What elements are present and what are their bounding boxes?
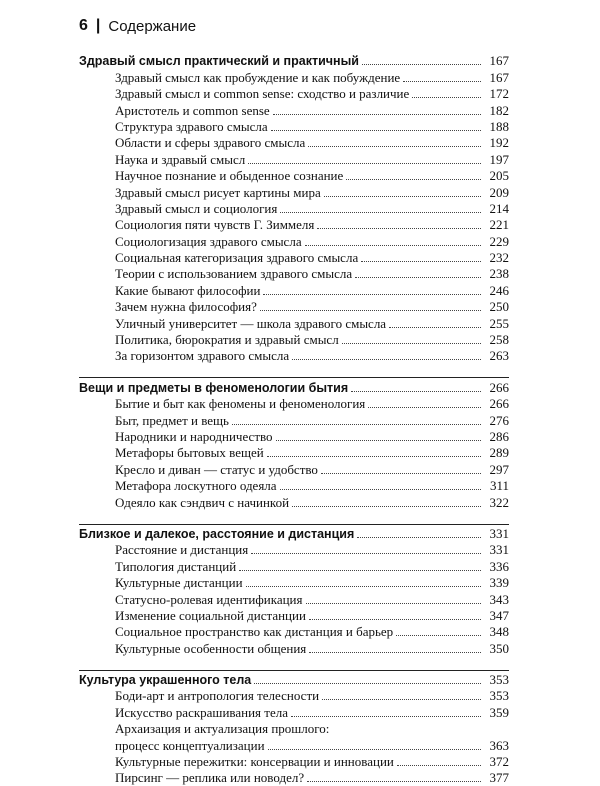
- toc-entry-page: 214: [489, 200, 509, 216]
- dot-leader: [403, 81, 481, 82]
- toc-entry-label: Структура здравого смысла: [115, 118, 268, 134]
- section-heading-page: 353: [489, 672, 509, 688]
- toc-entry: [79, 412, 509, 428]
- toc-section: [79, 377, 509, 510]
- toc-entry-page: 238: [489, 266, 509, 282]
- toc-entry: [79, 688, 509, 704]
- toc-entry-page: 289: [489, 445, 509, 461]
- toc-entry-label: Народники и народничество: [115, 428, 273, 444]
- toc-entry: [79, 233, 509, 249]
- section-heading-page: 331: [489, 525, 509, 541]
- dot-leader: [397, 765, 481, 766]
- toc-entry: [79, 184, 509, 200]
- toc-entry: [79, 754, 509, 770]
- toc-entry: [79, 168, 509, 184]
- toc-entry: [79, 151, 509, 167]
- toc-entry-label: Аристотель и common sense: [115, 102, 270, 118]
- toc-entry-page: 192: [489, 135, 509, 151]
- toc-entry-label: Метафоры бытовых вещей: [115, 445, 264, 461]
- dot-leader: [260, 310, 481, 311]
- dot-leader: [251, 553, 481, 554]
- toc-entry-label: Здравый смысл рисует картины мира: [115, 184, 321, 200]
- toc-entry: [79, 315, 509, 331]
- toc-entry-label: Бытие и быт как феномены и феноменология: [115, 396, 366, 412]
- toc-entry-page: 343: [489, 591, 509, 607]
- dot-leader: [246, 586, 481, 587]
- toc-entry-page: 229: [489, 233, 509, 249]
- section-heading-label: Близкое и далекое, расстояние и дистанция: [79, 526, 355, 541]
- toc-entry-label: Здравый смысл и common sense: сходство и различие: [115, 86, 410, 102]
- toc-entry: [79, 69, 509, 85]
- toc-entry: [79, 704, 509, 720]
- section-heading-label: Культура украшенного тела: [79, 673, 252, 688]
- toc-entry-label: Политика, бюрократия и здравый смысл: [115, 332, 339, 348]
- toc-entry-label: Искусство раскрашивания тела: [115, 704, 288, 720]
- toc-entry-label: Социология пяти чувств Г. Зиммеля: [115, 217, 315, 233]
- toc-entry-label: Боди-арт и антропология телесности: [115, 688, 320, 704]
- toc-entry: [79, 494, 509, 510]
- toc-entry-label: Быт, предмет и вещь: [115, 412, 229, 428]
- toc-entry-label: Культурные особенности общения: [115, 640, 307, 656]
- toc-entry: [79, 201, 509, 217]
- section-heading: [79, 379, 509, 395]
- dot-leader: [342, 343, 481, 344]
- toc-entry-page: 347: [489, 607, 509, 623]
- toc-entry-page: 339: [489, 575, 509, 591]
- toc-entry-page: 359: [489, 704, 509, 720]
- toc-entry-page: 205: [489, 168, 509, 184]
- dot-leader: [248, 163, 481, 164]
- table-of-contents: [79, 53, 509, 786]
- toc-section: [79, 524, 509, 657]
- section-heading-page: 167: [489, 53, 509, 69]
- toc-entry: [79, 575, 509, 591]
- dot-leader: [389, 327, 481, 328]
- toc-entry-label: Какие бывают философии: [115, 282, 261, 298]
- toc-entry: [79, 542, 509, 558]
- dot-leader: [276, 440, 481, 441]
- toc-entry-label: Наука и здравый смысл: [115, 151, 246, 167]
- toc-entry-page: 276: [489, 412, 509, 428]
- dot-leader: [309, 619, 481, 620]
- toc-section: [79, 670, 509, 786]
- dot-leader: [307, 781, 481, 782]
- dot-leader: [412, 97, 481, 98]
- dot-leader: [362, 64, 481, 65]
- header-title: Содержание: [108, 17, 197, 35]
- toc-entry: [79, 461, 509, 477]
- toc-entry: [79, 591, 509, 607]
- toc-entry-label: Социальная категоризация здравого смысла: [115, 250, 359, 266]
- toc-entry-label: Архаизация и актуализация прошлого:: [115, 721, 330, 737]
- toc-entry-page: 336: [489, 558, 509, 574]
- toc-entry-label: процесс концептуализации: [115, 737, 265, 753]
- dot-leader: [321, 473, 481, 474]
- toc-entry: [79, 396, 509, 412]
- toc-entry-label: Уличный университет — школа здравого смысла: [115, 315, 387, 331]
- toc-entry-label: Пирсинг — реплика или новодел?: [115, 770, 305, 786]
- toc-entry-page: 322: [489, 494, 509, 510]
- dot-leader: [268, 749, 481, 750]
- toc-entry-page: 331: [489, 542, 509, 558]
- toc-entry-page: 232: [489, 250, 509, 266]
- dot-leader: [324, 196, 481, 197]
- section-heading: [79, 672, 509, 688]
- toc-entry: [79, 770, 509, 786]
- section-heading: [79, 53, 509, 69]
- dot-leader: [306, 603, 482, 604]
- toc-entry-label: Социальное пространство как дистанция и барьер: [115, 624, 394, 640]
- toc-entry-label: За горизонтом здравого смысла: [115, 348, 290, 364]
- dot-leader: [232, 424, 481, 425]
- toc-entry-page: 263: [489, 348, 509, 364]
- dot-leader: [291, 716, 481, 717]
- dot-leader: [309, 652, 481, 653]
- section-heading-label: Здравый смысл практический и практичный: [79, 54, 359, 69]
- dot-leader: [322, 699, 481, 700]
- toc-entry-page: 377: [489, 770, 509, 786]
- toc-entry-label: Теории с использованием здравого смысла: [115, 266, 353, 282]
- toc-entry-page: 258: [489, 332, 509, 348]
- toc-entry-page: 311: [489, 478, 509, 494]
- dot-leader: [263, 294, 481, 295]
- toc-entry-label: Здравый смысл как пробуждение и как побуждение: [115, 69, 401, 85]
- toc-entry: [79, 119, 509, 135]
- toc-entry: [79, 348, 509, 364]
- toc-entry: [79, 332, 509, 348]
- toc-entry-label: Изменение социальной дистанции: [115, 607, 306, 623]
- toc-entry: [79, 102, 509, 118]
- dot-leader: [254, 683, 481, 684]
- dot-leader: [317, 228, 481, 229]
- dot-leader: [280, 489, 481, 490]
- toc-entry: [79, 624, 509, 640]
- running-header: [79, 15, 196, 37]
- toc-entry-label: Кресло и диван — статус и удобство: [115, 461, 318, 477]
- dot-leader: [292, 359, 481, 360]
- toc-entry-label: Области и сферы здравого смысла: [115, 135, 306, 151]
- section-heading-label: Вещи и предметы в феноменологии бытия: [79, 380, 349, 395]
- toc-entry-label: Метафора лоскутного одеяла: [115, 478, 277, 494]
- section-heading: [79, 526, 509, 542]
- toc-entry-page: 197: [489, 151, 509, 167]
- dot-leader: [346, 179, 481, 180]
- toc-entry: [79, 445, 509, 461]
- toc-entry-page: 348: [489, 624, 509, 640]
- toc-entry-page: 363: [489, 737, 509, 753]
- toc-entry: [79, 608, 509, 624]
- dot-leader: [292, 506, 481, 507]
- header-separator: |: [95, 17, 101, 34]
- toc-entry-label: Здравый смысл и социология: [115, 200, 278, 216]
- toc-entry-page: 350: [489, 640, 509, 656]
- toc-entry-page: 372: [489, 754, 509, 770]
- toc-entry-page: 246: [489, 282, 509, 298]
- toc-entry-page: 209: [489, 184, 509, 200]
- dot-leader: [239, 570, 481, 571]
- dot-leader: [368, 407, 481, 408]
- dot-leader: [351, 391, 481, 392]
- toc-entry-label: Социологизация здравого смысла: [115, 233, 302, 249]
- dot-leader: [280, 212, 481, 213]
- toc-entry: [79, 721, 509, 737]
- toc-entry-page: 286: [489, 428, 509, 444]
- section-heading-page: 266: [489, 379, 509, 395]
- toc-entry: [79, 429, 509, 445]
- toc-section: [79, 53, 509, 364]
- toc-entry-page: 353: [489, 688, 509, 704]
- toc-entry: [79, 266, 509, 282]
- toc-entry-page: 255: [489, 315, 509, 331]
- toc-entry-page: 297: [489, 461, 509, 477]
- toc-entry-label: Зачем нужна философия?: [115, 299, 257, 315]
- toc-entry-page: 167: [489, 69, 509, 85]
- toc-entry-page: 172: [489, 86, 509, 102]
- toc-entry: [79, 217, 509, 233]
- toc-entry-label: Одеяло как сэндвич с начинкой: [115, 494, 290, 510]
- toc-entry: [79, 282, 509, 298]
- dot-leader: [361, 261, 481, 262]
- toc-entry-label: Научное познание и обыденное сознание: [115, 168, 344, 184]
- dot-leader: [271, 130, 481, 131]
- toc-entry-label: Культурные дистанции: [115, 575, 243, 591]
- toc-entry-page: 250: [489, 299, 509, 315]
- toc-entry-page: 182: [489, 102, 509, 118]
- toc-entry: [79, 640, 509, 656]
- toc-entry: [79, 86, 509, 102]
- dot-leader: [273, 114, 481, 115]
- toc-entry-page: 221: [489, 217, 509, 233]
- dot-leader: [396, 635, 481, 636]
- toc-entry: [79, 737, 509, 753]
- toc-entry: [79, 478, 509, 494]
- dot-leader: [305, 245, 481, 246]
- toc-entry: [79, 250, 509, 266]
- page-number: 6: [79, 17, 88, 34]
- dot-leader: [267, 456, 481, 457]
- toc-entry-label: Расстояние и дистанция: [115, 542, 249, 558]
- toc-entry-label: Культурные пережитки: консервации и инновации: [115, 754, 394, 770]
- dot-leader: [357, 537, 481, 538]
- toc-entry: [79, 135, 509, 151]
- toc-entry-label: Типология дистанций: [115, 558, 237, 574]
- toc-entry: [79, 299, 509, 315]
- toc-entry-label: Статусно-ролевая идентификация: [115, 591, 303, 607]
- toc-entry-page: 188: [489, 118, 509, 134]
- toc-entry-page: 266: [489, 396, 509, 412]
- dot-leader: [355, 277, 481, 278]
- dot-leader: [308, 146, 481, 147]
- toc-entry: [79, 558, 509, 574]
